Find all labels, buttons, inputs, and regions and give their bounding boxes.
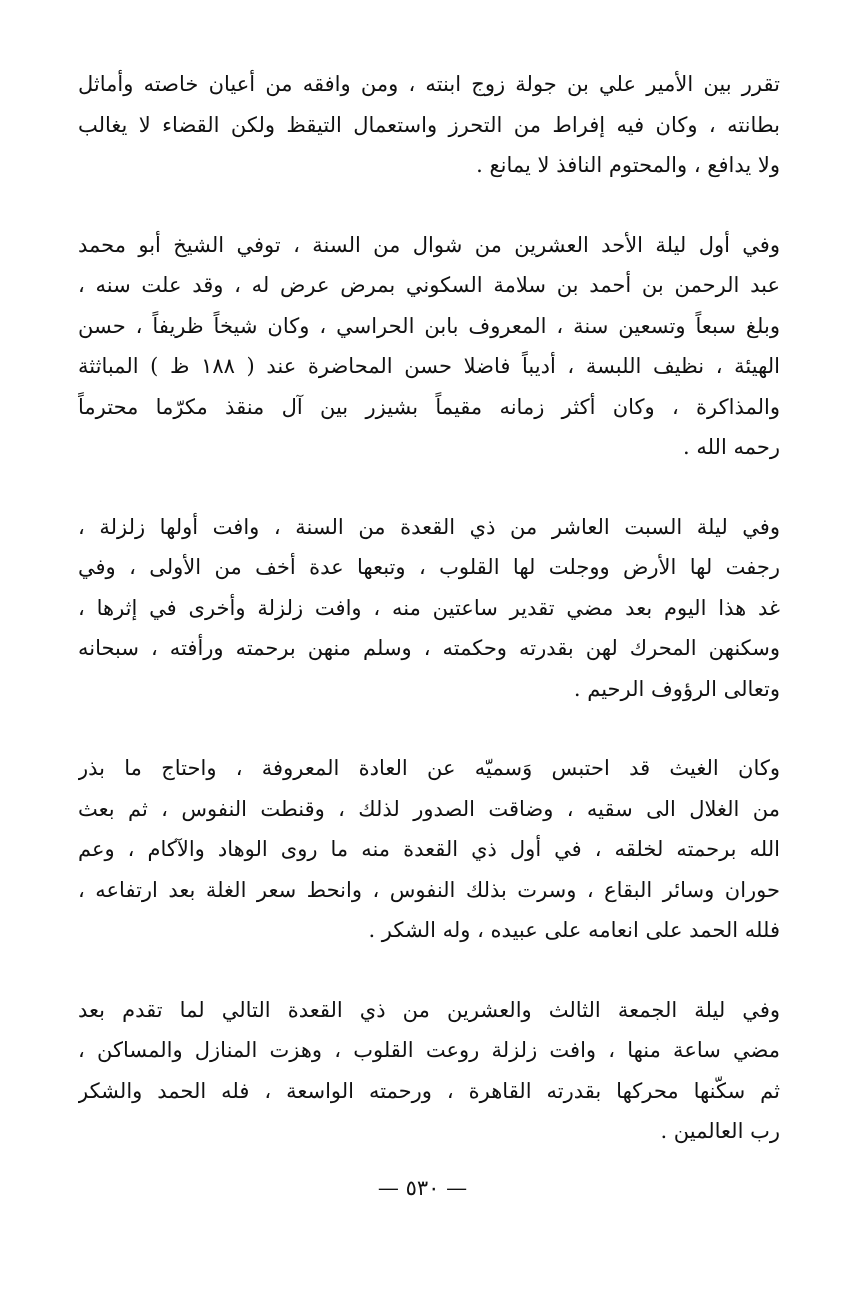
text-line: وفي ليلة السبت العاشر من ذي القعدة من السنة ، وافت أولها زلزلة ،	[78, 514, 780, 539]
text-line: من الغلال الى سقيه ، وضاقت الصدور لذلك ، وقنطت النفوس ، ثم بعث	[78, 796, 780, 821]
text-line: وسكنهن المحرك لهن بقدرته وحكمته ، وسلم منهن برحمته ورأفته ، سبحانه	[78, 636, 780, 660]
text-line: وفي أول ليلة الأحد العشرين من شوال من السنة ، توفي الشيخ أبو محمد	[78, 232, 780, 257]
text-line: تقرر بين الأمير علي بن جولة زوج ابنته ، ومن وافقه من أعيان خاصته وأماثل	[78, 72, 780, 96]
text-line: مضي ساعة منها ، وافت زلزلة روعت القلوب ، وهزت المنازل والمساكن ،	[78, 1038, 780, 1062]
text-line: وتعالى الرؤوف الرحيم .	[573, 676, 780, 701]
text-line: وفي ليلة الجمعة الثالث والعشرين من ذي القعدة التالي لما تقدم بعد	[78, 997, 780, 1022]
paragraph	[78, 507, 780, 710]
text-line: رحمه الله .	[683, 435, 780, 459]
text-line: الهيئة ، نظيف اللبسة ، أديباً فاضلا حسن المحاضرة عند ( ١٨٨ ظ ) المباثثة	[78, 354, 780, 378]
paragraph	[78, 64, 780, 186]
text-line: ثم سكّنها محركها بقدرته القاهرة ، ورحمته الواسعة ، فله الحمد والشكر	[78, 1078, 780, 1103]
text-line: ولا يدافع ، والمحتوم النافذ لا يمانع .	[476, 153, 780, 177]
text-line: وكان الغيث قد احتبس وَسميّه عن العادة المعروفة ، واحتاج ما بذر	[78, 756, 780, 780]
paragraph	[78, 990, 780, 1152]
body-text	[78, 64, 780, 1191]
text-line: رجفت لها الأرض ووجلت لها القلوب ، وتبعها عدة أخف من الأولى ، وفي	[78, 555, 780, 579]
text-line: رب العالمين .	[660, 1119, 780, 1143]
paragraph	[78, 225, 780, 468]
text-line: عبد الرحمن بن أحمد بن سلامة السكوني بمرض عرض له ، وقد علت سنه ،	[78, 273, 780, 297]
text-line: والمذاكرة ، وكان أكثر زمانه مقيماً بشيزر بين آل منقذ مكرّما محترماً	[78, 394, 780, 419]
text-line: حوران وسائر البقاع ، وسرت بذلك النفوس ، وانحط سعر الغلة بعد ارتفاعه ،	[78, 877, 780, 902]
text-line: بطانته ، وكان فيه إفراط من التحرز واستعمال التيقظ ولكن القضاء لا يغالب	[78, 112, 780, 137]
page-number: — ٥٣٠ —	[377, 1176, 468, 1200]
text-line: غد هذا اليوم بعد مضي تقدير ساعتين منه ، وافت زلزلة وأخرى في إثرها ،	[78, 595, 780, 620]
text-line: الله برحمته لخلقه ، في أول ذي القعدة منه ما روى الوهاد والآكام ، وعم	[78, 837, 780, 861]
paragraph	[78, 748, 780, 951]
text-line: وبلغ سبعاً وتسعين سنة ، المعروف بابن الحراسي ، وكان شيخاً ظريفاً ، حسن	[78, 313, 780, 338]
text-line: فلله الحمد على انعامه على عبيده ، وله الشكر .	[368, 918, 780, 942]
